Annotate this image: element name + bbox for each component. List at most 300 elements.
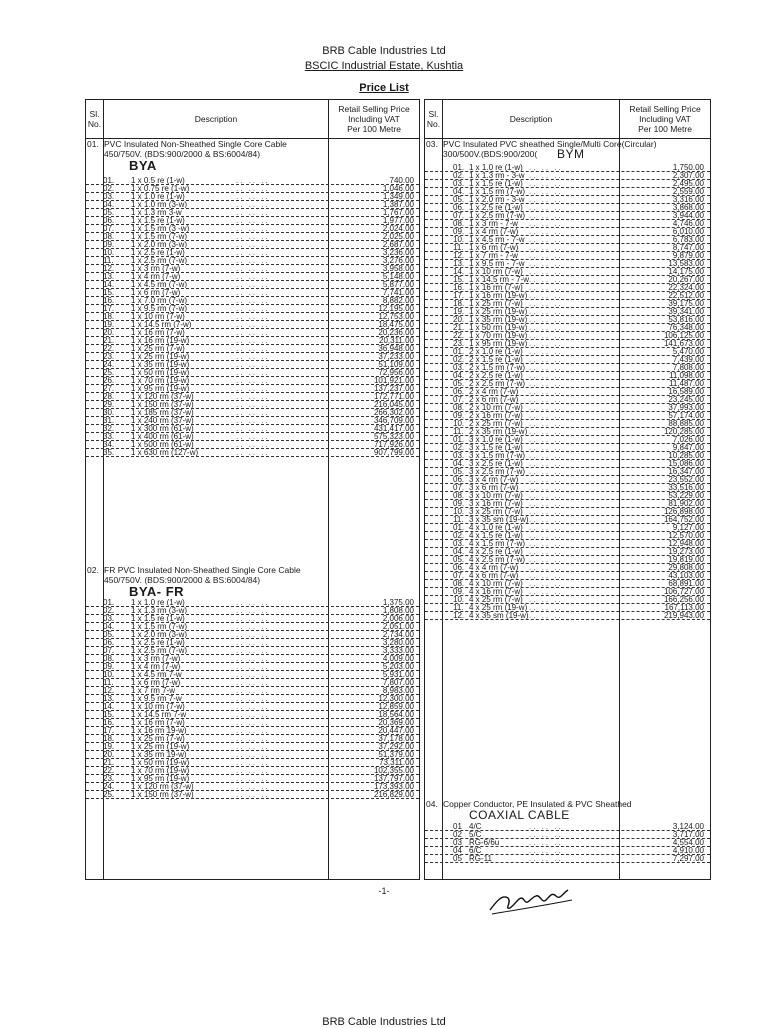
sl-no-header: Sl. No. [87,109,102,129]
dot-leader: .. .. .. [529,500,563,508]
price-row [425,180,710,188]
row-number: 09. [103,663,115,671]
page-title: Price List [359,82,409,94]
row-size: 1 x 4 rm (7-w) [131,273,181,281]
row-size: 1 x 630 rm (127-w) [131,449,199,457]
row-size: 1 x 2.5 rm (7-w) [131,257,188,265]
price-row [425,548,710,556]
row-price: 1,977.00 [382,217,414,225]
price-row [86,631,419,639]
row-price: 2,024.00 [382,225,414,233]
dot-leader: .. .. .. [529,340,563,348]
row-number: 22. [453,332,465,340]
row-number: 17. [103,305,115,313]
dot-leader: .. .. .. [236,329,270,337]
price-row [86,249,419,257]
price-row [425,332,710,340]
dot-leader: .. .. .. [529,404,563,412]
row-price: 20,236.00 [378,329,414,337]
row-number: 11. [453,244,464,252]
dot-leader: .. .. .. [529,300,563,308]
dot-leader: .. .. .. [236,321,270,329]
row-size: 1 x 70 rm (19-w) [469,332,528,340]
price-row [86,743,419,751]
row-size: 4 x 1.5 re (1-w) [469,532,523,540]
price-row [86,297,419,305]
price-row [86,607,419,615]
row-price: 3,958.00 [382,265,414,273]
dot-leader: .. .. .. [529,468,563,476]
price-row [86,417,419,425]
dot-leader: .. .. .. [529,428,563,436]
row-price: 51,109.00 [378,361,414,369]
row-price: 1,349.00 [382,193,414,201]
row-number: 12. [453,612,465,620]
price-row [425,404,710,412]
row-price: 14,175.00 [668,268,704,276]
dot-leader: .. .. .. [236,783,270,791]
price-row [86,321,419,329]
row-size: 1 x 35 rm (19-w) [469,316,528,324]
price-header: Retail Selling Price Including VAT Per 100 Metre [629,104,701,134]
row-size: 1 x 1.0 re (1-w) [469,164,523,172]
description-header: Description [509,114,553,124]
section-logo-text: BYA- FR [129,584,185,599]
dot-leader: .. .. .. [529,188,563,196]
row-size: 1 x 25 rm (19-w) [131,743,190,751]
dot-leader: .. .. .. [529,540,563,548]
row-size: 1 x 16 rm (19-w) [469,292,528,300]
price-row [86,209,419,217]
row-number: 10. [453,508,465,516]
row-price: 13,583.00 [668,260,704,268]
price-row [425,372,710,380]
dot-leader: .. .. .. [529,572,563,580]
row-number: 13. [453,260,465,268]
dot-leader: .. .. .. [529,508,563,516]
row-number: 11. [453,604,464,612]
row-price: 266,302.00 [373,409,414,417]
row-price: 5,470.00 [672,348,704,356]
dot-leader: .. .. .. [236,441,270,449]
row-number: 18. [103,735,115,743]
row-price: 1,750.00 [672,164,704,172]
section-number: 01. [87,139,99,149]
row-price: 37,233.00 [378,353,414,361]
row-size: 2 x 35 rm (19-w) [469,428,528,436]
row-price: 126,898.00 [663,508,704,516]
row-number: 25. [103,791,115,799]
row-price: 53,816.00 [668,316,704,324]
dot-leader: .. .. .. [236,599,270,607]
row-size: 3 x 2.5 re (1-w) [469,460,523,468]
row-price: 4,746.00 [672,220,704,228]
row-price: 6,783.00 [672,236,704,244]
row-number: 06. [453,204,465,212]
row-size: 1 x 3 rm (7-w) [131,655,181,663]
row-size: 1 x 4.5 rm (7-w) [131,281,188,289]
row-number: 01. [453,348,465,356]
row-number: 07. [453,572,465,580]
row-price: 19,819.00 [668,556,704,564]
row-number: 19. [453,308,465,316]
row-number: 02. [453,532,465,540]
row-number: 07. [453,396,465,404]
dot-leader: .. .. .. [236,297,270,305]
price-row [425,236,710,244]
dot-leader: .. .. .. [236,767,270,775]
row-size: 3 x 1.5 re (1-w) [469,444,523,452]
row-number: 04. [453,548,465,556]
row-size: 1 x 35 rm 19-w) [131,751,187,759]
row-number: 06. [453,564,465,572]
price-row [425,172,710,180]
right-price-table [424,99,711,880]
row-price: 1,046.00 [382,185,414,193]
row-number: 17. [103,727,115,735]
row-price: 39,175.00 [668,300,704,308]
row-price: 12,195.00 [378,305,414,313]
row-size: 1 x 1.5 rm (7-w) [131,233,188,241]
row-size: 1 x 2.0 rm (3-w) [131,241,188,249]
price-row [86,273,419,281]
price-row [86,759,419,767]
row-number: 09. [453,228,465,236]
row-price: 51,379.00 [378,751,414,759]
dot-leader: .. .. .. [236,345,270,353]
row-size: 1 x 50 rm (19-w) [131,369,190,377]
row-size: 3 x 1.0 re (1-w) [469,436,523,444]
row-price: 2,687.00 [382,241,414,249]
price-row [425,460,710,468]
row-price: 575,323.00 [373,433,414,441]
section-number: 04. [426,799,438,809]
row-price: 137,237.00 [373,385,414,393]
row-number: 08. [103,655,115,663]
row-size: 2 x 4 rm (7-w) [469,388,519,396]
price-row [86,233,419,241]
description-header: Description [194,114,238,124]
row-size: 1 x 1.5 rm (7-w) [469,188,526,196]
row-number: 05. [103,631,115,639]
price-row [86,767,419,775]
row-number: 16. [103,719,115,727]
row-size: 1 x 9.5 rm 7-w [131,695,182,703]
row-size: 1 x 16 rm 19-w) [131,727,187,735]
dot-leader: .. .. .. [529,460,563,468]
row-number: 26. [103,377,115,385]
row-price: 22,324.00 [668,284,704,292]
row-number: 18. [103,313,115,321]
price-row [86,647,419,655]
row-price: 12,859.00 [378,703,414,711]
price-row [425,196,710,204]
row-number: 07. [453,484,465,492]
price-row [86,201,419,209]
dot-leader: .. .. .. [529,196,563,204]
price-row [425,188,710,196]
row-number: 29. [103,401,115,409]
dot-leader: .. .. .. [236,687,270,695]
section-rows [86,177,419,457]
row-number: 01 [453,823,462,831]
row-number: 03. [103,615,115,623]
row-number: 04. [453,372,465,380]
dot-leader: .. .. .. [529,532,563,540]
row-number: 14. [453,268,465,276]
row-price: 2,307.00 [672,172,704,180]
dot-leader: .. .. .. [236,305,270,313]
price-row [86,409,419,417]
row-size: 1 x 4.5 rm - 7-w [469,236,525,244]
dot-leader: .. .. .. [529,260,563,268]
price-row [86,257,419,265]
row-price: 76,348.00 [668,324,704,332]
price-row [425,831,710,839]
row-size: 1 x 185 rm (37-w) [131,409,194,417]
dot-leader: .. .. .. [529,180,563,188]
row-size: 3 x 4 rm (7-w) [469,476,519,484]
row-price: 7,439.00 [672,356,704,364]
row-size: 1 x 10 rm (7-w) [131,703,185,711]
dot-leader: .. .. .. [236,679,270,687]
row-size: 1 x 25 rm (7-w) [131,345,185,353]
row-size: 3 x 1.5 rm (7-w) [469,452,526,460]
row-price: 20,447.00 [378,727,414,735]
row-price: 4,009.00 [382,655,414,663]
row-number: 19. [103,321,115,329]
row-number: 13. [103,273,115,281]
row-number: 12. [103,265,115,273]
price-row [425,604,710,612]
row-number: 20. [453,316,465,324]
section-rows [425,823,710,863]
row-size: 2 x 1.5 re (1-w) [469,356,523,364]
dot-leader: .. .. .. [529,372,563,380]
dot-leader: .. .. .. [529,412,563,420]
row-number: 16. [453,284,465,292]
price-row [425,268,710,276]
row-size: 1 x 2.0 rm - 3-w [469,196,525,204]
price-row [425,220,710,228]
price-row [86,719,419,727]
row-number: 28. [103,393,115,401]
row-price: 73,311.00 [379,759,414,767]
dot-leader: .. .. .. [236,369,270,377]
row-price: 6,010.00 [672,228,704,236]
price-row [86,353,419,361]
dot-leader: .. .. .. [236,337,270,345]
row-number: 22. [103,767,115,775]
dot-leader: .. .. .. [529,839,563,847]
row-price: 907,799.00 [373,449,414,457]
row-price: 2,559.00 [672,188,704,196]
row-number: 02. [453,172,465,180]
row-price: 106,727.00 [663,588,704,596]
page-number: -1- [378,886,390,896]
row-price: 3,333.00 [382,647,414,655]
row-number: 25. [103,369,115,377]
row-number: 03. [453,452,465,460]
row-number: 06. [103,639,115,647]
row-price: 3,717.00 [672,831,704,839]
price-row [86,281,419,289]
row-number: 12. [453,252,465,260]
row-size: 1 x 1.5 re (1-w) [131,615,185,623]
row-size: 1 x 95 rm (19-w) [131,775,190,783]
row-number: 05. [453,556,465,564]
dot-leader: .. .. .. [529,356,563,364]
row-size: 4 x 10 rm (7-w) [469,580,523,588]
price-row [86,305,419,313]
row-number: 03. [453,364,465,372]
row-number: 03. [453,180,465,188]
row-size: 1 x 14.5 rm 7-w [131,711,187,719]
row-number: 11. [103,679,114,687]
row-size: 1 x 14.5 rm (7-w) [131,321,192,329]
row-price: 39,341.00 [668,308,704,316]
price-row [425,540,710,548]
row-price: 120,285.00 [663,428,704,436]
row-size: 1 x 300 rm (61-w) [131,425,194,433]
price-row [425,276,710,284]
row-number: 05. [103,209,115,217]
row-price: 102,355.00 [373,767,414,775]
dot-leader: .. .. .. [529,292,563,300]
row-size: 3 x 6 rm (7-w) [469,484,519,492]
price-row [425,300,710,308]
row-price: 9,879.00 [672,252,704,260]
row-price: 22,512.00 [668,292,704,300]
row-size: 1 x 10 rm (7-w) [131,313,185,321]
row-number: 22. [103,345,115,353]
row-number: 03. [453,540,465,548]
price-row [86,695,419,703]
row-number: 10. [453,236,465,244]
row-price: 43,103.00 [668,572,704,580]
row-number: 14. [103,281,115,289]
dot-leader: .. .. .. [236,233,270,241]
row-price: 137,797.00 [373,775,414,783]
price-row [425,484,710,492]
dot-leader: .. .. .. [236,361,270,369]
row-number: 11. [453,516,464,524]
price-row [86,401,419,409]
row-price: 3,280.00 [382,639,414,647]
row-price: 216,045.00 [373,401,414,409]
row-size: 1 x 2.5 re (1-w) [131,249,185,257]
row-size: 2 x 1.5 rm (7-w) [469,364,526,372]
dot-leader: .. .. .. [529,604,563,612]
dot-leader: .. .. .. [236,775,270,783]
row-size: 2 x 6 rm (7-w) [469,396,519,404]
row-price: 33,516.00 [668,484,704,492]
dot-leader: .. .. .. [529,548,563,556]
dot-leader: .. .. .. [236,185,270,193]
dot-leader: .. .. .. [529,855,563,863]
dot-leader: .. .. .. [529,348,563,356]
row-number: 04. [103,623,115,631]
row-size: 2 x 16 rm (7-w) [469,412,523,420]
row-price: 164,752.00 [663,516,704,524]
row-size: 4 x 6 rm (7-w) [469,572,519,580]
row-number: 05. [453,380,465,388]
section-number: 02. [87,565,99,575]
row-size: 1 x 400 rm (61-w) [131,433,194,441]
row-number: 21. [103,759,115,767]
price-row [425,348,710,356]
price-row [425,292,710,300]
dot-leader: .. .. .. [529,364,563,372]
dot-leader: .. .. .. [236,623,270,631]
section-number: 03. [426,139,438,149]
price-row [425,532,710,540]
price-row [425,468,710,476]
dot-leader: .. .. .. [236,177,270,185]
dot-leader: .. .. .. [236,647,270,655]
row-price: 15,086.00 [668,460,704,468]
dot-leader: .. .. .. [529,308,563,316]
row-price: 7,808.00 [672,364,704,372]
row-price: 3,276.00 [382,257,414,265]
row-number: 24. [103,361,115,369]
row-price: 717,926.00 [373,441,414,449]
dot-leader: .. .. .. [236,265,270,273]
row-number: 31. [103,417,115,425]
row-number: 15. [103,711,115,719]
section-logo-text: BYM [557,147,585,161]
row-size: 1 x 16 rm (7-w) [469,284,523,292]
row-price: 166,256.00 [663,596,704,604]
dot-leader: .. .. .. [236,313,270,321]
price-row [86,433,419,441]
row-size: 2 x 1.0 re (1-w) [469,348,523,356]
row-number: 20. [103,329,115,337]
left-price-table [85,99,420,880]
row-price: 53,229.00 [668,492,704,500]
dot-leader: .. .. .. [236,249,270,257]
row-number: 13. [103,695,115,703]
dot-leader: .. .. .. [529,172,563,180]
price-row [425,580,710,588]
row-number: 07. [103,647,115,655]
row-number: 11. [103,257,114,265]
dot-leader: .. .. .. [529,588,563,596]
row-number: 08. [453,580,465,588]
section-rows [425,164,710,620]
row-size: 1 x 150 rm (37-w) [131,401,194,409]
row-price: 5,877.00 [382,281,414,289]
row-number: 34. [103,441,115,449]
price-row [86,241,419,249]
price-row [86,711,419,719]
price-row [425,316,710,324]
row-size: 2 x 10 rm (7-w) [469,404,523,412]
row-number: 01. [103,177,115,185]
row-size: 1 x 6 rm (7-w) [131,289,181,297]
price-row [86,329,419,337]
dot-leader: .. .. .. [236,417,270,425]
row-size: 1 x 10 rm (7-w) [469,268,523,276]
row-size: 1 x 4 rm (7-w) [131,663,181,671]
price-row [425,452,710,460]
dot-leader: .. .. .. [236,631,270,639]
row-number: 10. [103,249,115,257]
price-row [425,356,710,364]
row-size: 4 x 16 rm (7-w) [469,588,523,596]
section-rows [86,599,419,799]
dot-leader: .. .. .. [236,201,270,209]
